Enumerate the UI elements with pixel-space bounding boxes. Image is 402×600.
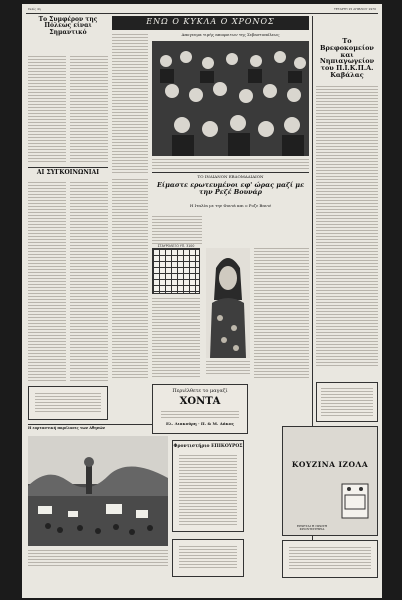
center-text-block-2 [254,248,309,378]
left-ad-box [28,386,108,420]
center-left-text [112,179,148,379]
right-text-column [316,86,378,366]
actress-photo [206,248,250,358]
left-text-column-2 [70,56,108,164]
center-section-title: ΤΟ ΙΝΔΙΑΝΟΝ ΕΒΔΟΜΑΔΙΑΙΟΝ [197,174,264,179]
left-section-rule [28,167,108,168]
epikouros-ad-title: Φροντιστήριο ΕΠΙΚΟΥΡΟΣ [173,444,243,449]
chonta-ad-title: Περιέλθετε το μαγαζί [172,388,228,394]
audience-photo [152,41,309,156]
center-subheadline: Η Ιταλία με την Φονιά και ο Ροζε Βανιέ [189,203,272,208]
audience-photo-caption-text [152,159,309,169]
left-ad-text [35,393,101,413]
center-headline: Είμαστε ερωτευμένοι εφ' ώρας μαζί με την Ρεζέ Βουνάρ [156,181,305,196]
left-text-column-1 [28,56,66,164]
stove-icon [341,483,369,519]
kouzina-ad [282,426,378,536]
bottom-photo-caption-text [28,550,168,568]
epikouros-ad [172,440,244,532]
left-schedule-column-1 [28,182,66,382]
center-photo-caption: Απογευμα τιμής αποφοιτων της Σεβαστοπόλεως [181,32,280,37]
crossword-grid [152,248,200,294]
chonta-ad-text [161,411,239,419]
top-rule [26,13,378,14]
left-section-title: ΑΙ ΣΥΓΚΟΙΝΩΝΙΑΙ [36,169,100,176]
chonta-ad [152,384,248,434]
crossword-clues [152,298,200,378]
center-banner: ΕΝΩ Ο ΚΥΚΛΑ Ο ΧΡΟΝΟΣ [146,17,275,26]
center-rule [152,172,309,173]
bottom-center-ad [172,539,244,577]
newspaper-page [22,4,382,598]
left-schedule-column-2 [70,182,108,382]
bottom-left-rule [28,424,168,425]
crossword-label: ΣΤΑΥΡΟΛΕΞΟ ΥΠ. 3100 [157,244,195,248]
epikouros-ad-text [179,455,237,525]
right-small-ad-text [321,388,373,416]
issue-date: ΤΕΤΑΡΤΗ 15 ΑΠΡΙΛΙΟΥ 1970 [334,7,376,11]
center-narrow-column [112,34,148,174]
actress-caption-text [206,361,250,375]
kouzina-ad-tag: ΕΡΧΕΤΑΙ Η ΠΡΩΤΗ ΦΡΟΝΤΙΣΤΗΡΙΑ [296,524,328,532]
page-number: Σελίς 4η [28,7,41,11]
kouzina-ad-brand: ΚΟΥΖΙΝΑ ΙΖΟΛΑ [291,460,369,469]
center-text-block-1 [152,216,202,244]
bottom-photo-caption: Η εορταστική παρέλασις των Αθηνών [28,426,105,430]
left-headline: Το Συμφέρον της Πόλεως είναι Σημαντικό [38,16,98,36]
chonta-ad-brand: ΧΟΝΤΑ [179,396,221,407]
parade-photo [28,436,168,546]
right-bottom-ad [282,540,378,578]
right-small-ad [316,382,378,422]
bottom-center-ad-text [179,546,237,570]
right-bottom-ad-text [289,547,371,571]
right-headline: Το Βρεφοκομείον και Νηπιαγωγείον του Π.Ι.Κ.Π.Α. Καβάλας [319,37,375,80]
chonta-ad-name: Ελ. Λιακούρη · Π. & Μ. Δάκος [165,421,234,426]
